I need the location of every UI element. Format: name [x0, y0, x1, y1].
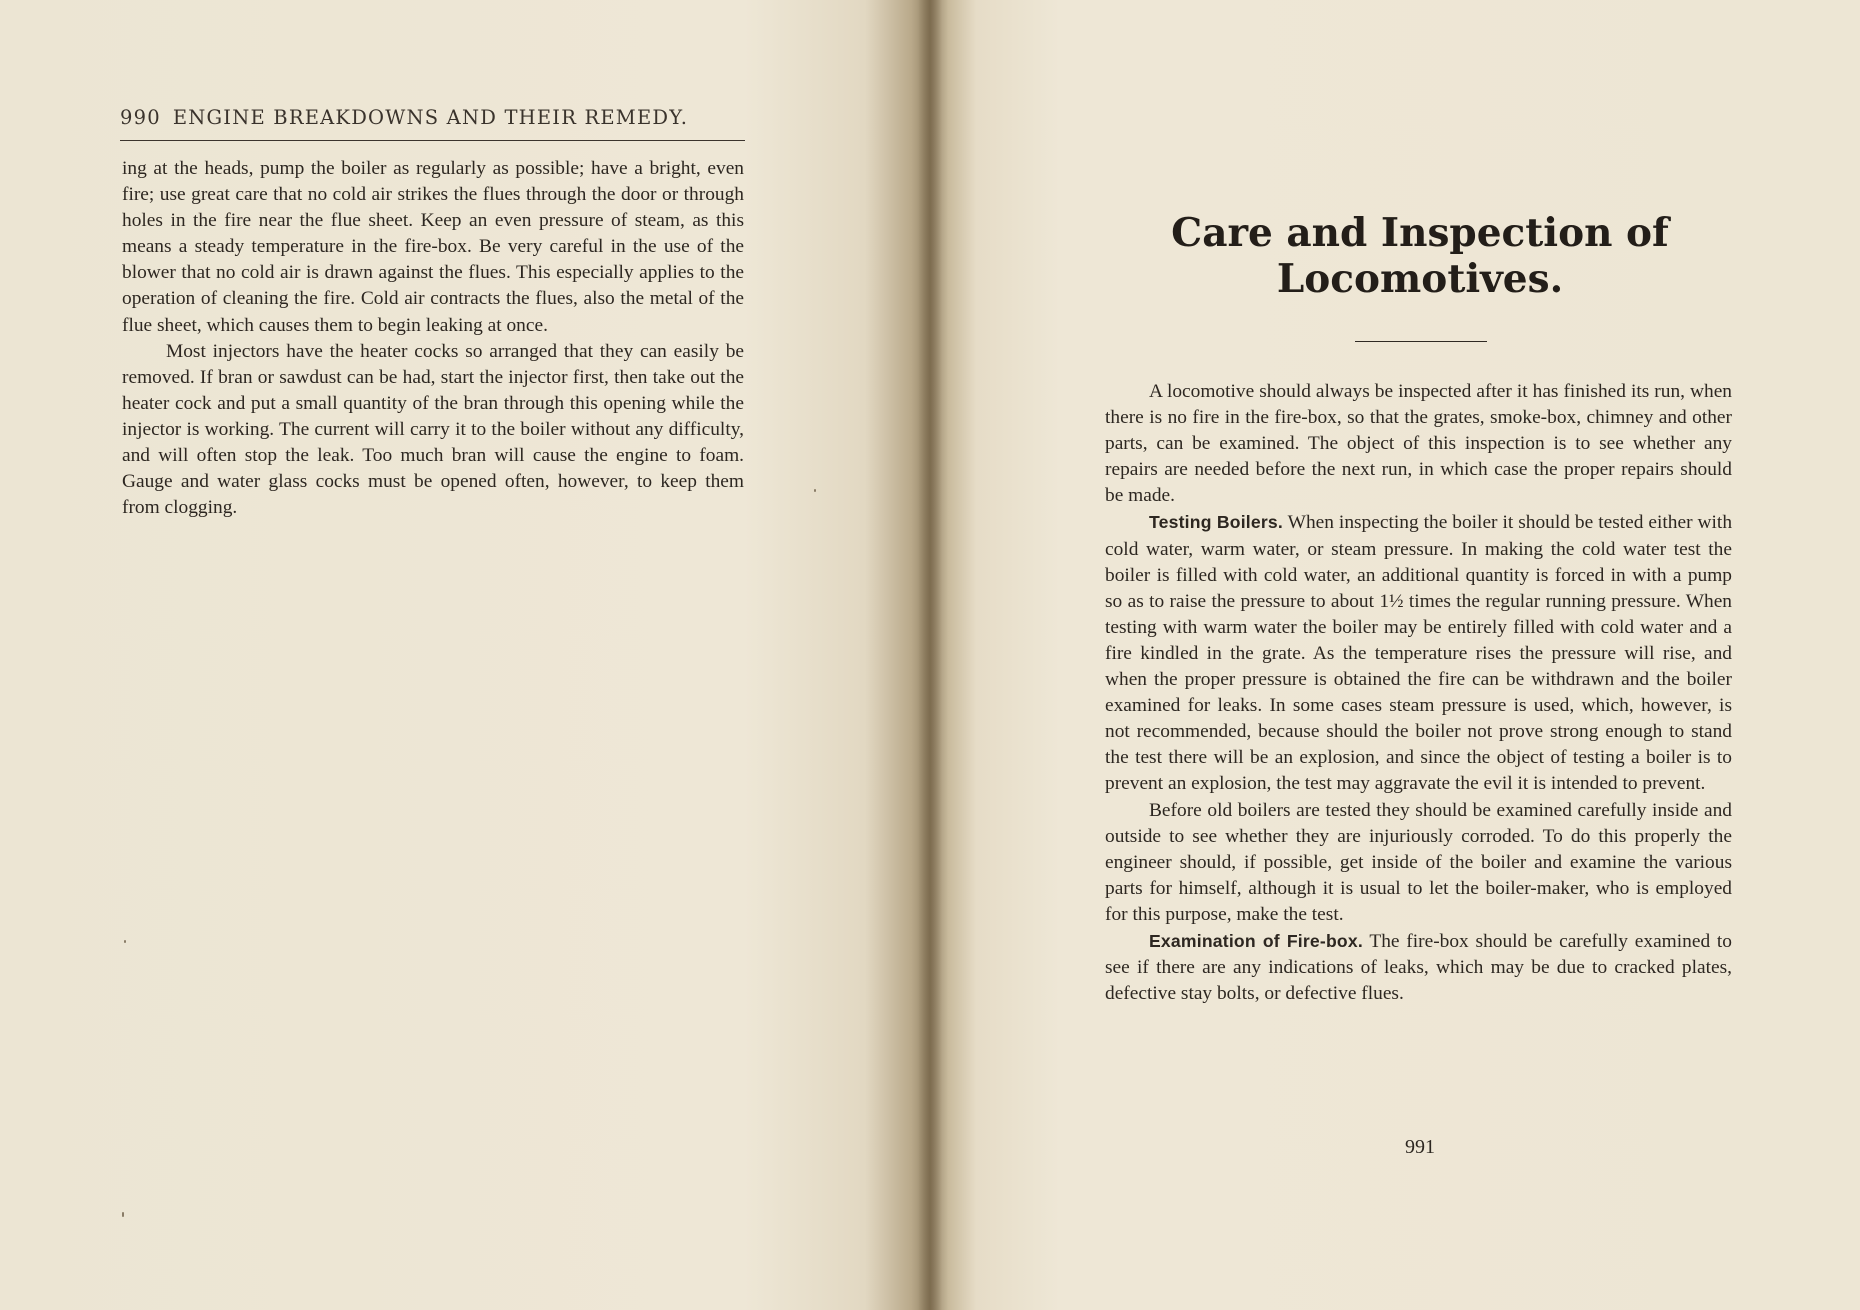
left-paragraph-1: ing at the heads, pump the boiler as regularly as possible; have a bright, even fire; use great care that no cold air strikes the flues through the door or through holes in the fire near the flue sheet. Keep an even pressure of steam, as this means a steady temperature in the fire-box. Be very careful in the use of the blower that no cold air is drawn against the flues. This especially applies to the operation of cleaning the fire. Cold air contracts the flues, also the metal of the flue sheet, which causes them to begin leaking at once.: [122, 158, 744, 336]
old-boilers-paragraph: Before old boilers are tested they should be examined carefully inside and outside to see whether they are injuriously corroded. To do this properly the engineer should, if possible, get inside of the boiler and examine the various parts for himself, although it is usual to let the boiler-maker, who is employed for this purpose, make the test.: [1105, 799, 1732, 925]
running-head-rule: [120, 140, 745, 141]
book-gutter: [918, 0, 942, 1310]
fire-box-paragraph: [1105, 928, 1732, 1007]
testing-boilers-text: When inspecting the boiler it should be tested either with cold water, warm water, or steam pressure. In making the cold water test the boiler is filled with cold water, an additional quantity is forced in with a pump so as to raise the pressure to about 1½ times the regular running pressure. When testing with warm water the boiler may be entirely filled with cold water and a fire kindled in the grate. As the temperature rises the pressure will rise, and when the proper pressure is obtained the fire can be withdrawn and the boiler examined for leaks. In some cases steam pressure is used, which, however, is not recommended, because should the boiler not prove strong enough to stand the test there will be an explosion, and since the object of testing a boiler is to prevent an explosion, the test may aggravate the evil it is intended to prevent.: [1105, 512, 1733, 795]
running-head-title: ENGINE BREAKDOWNS AND THEIR REMEDY.: [172, 106, 689, 129]
fire-box-heading: Examination of Fire-box.: [1149, 930, 1363, 951]
testing-boilers-heading: Testing Boilers.: [1149, 512, 1284, 533]
paper-speck: [814, 489, 816, 492]
chapter-title-line-1: Care and Inspection of: [1171, 210, 1669, 256]
right-page-body: [1105, 379, 1732, 1007]
paper-speck: [122, 1212, 124, 1217]
running-head: [120, 106, 745, 142]
left-page-body: [122, 156, 744, 521]
chapter-title-line-2: Locomotives.: [1276, 256, 1564, 302]
intro-paragraph: A locomotive should always be inspected after it has finished its run, when there is no fire in the fire-box, so that the grates, smoke-box, chimney and other parts, can be examined. The object of this inspection is to see whether any repairs are needed before the next run, in which case the proper repairs should be made.: [1105, 381, 1732, 507]
right-page-number: 991: [1405, 1136, 1435, 1158]
left-page-number: 990: [120, 106, 161, 129]
testing-boilers-paragraph: [1105, 509, 1732, 797]
title-rule: [1355, 341, 1487, 342]
left-paragraph-2: Most injectors have the heater cocks so arranged that they can easily be removed. If bran or sawdust can be had, start the injector first, then take out the heater cock and put a small quantity of the bran through this opening while the injector is working. The current will carry it to the boiler without any difficulty, and will often stop the leak. Too much bran will cause the engine to foam. Gauge and water glass cocks must be opened often, however, to keep them from clogging.: [122, 340, 744, 519]
fire-box-text: The fire-box should be carefully examined to see if there are any indications of leaks, which may be due to cracked plates, defective stay bolts, or defective flues.: [1105, 930, 1732, 1005]
chapter-title: [1100, 210, 1740, 302]
paper-speck: [124, 940, 126, 943]
